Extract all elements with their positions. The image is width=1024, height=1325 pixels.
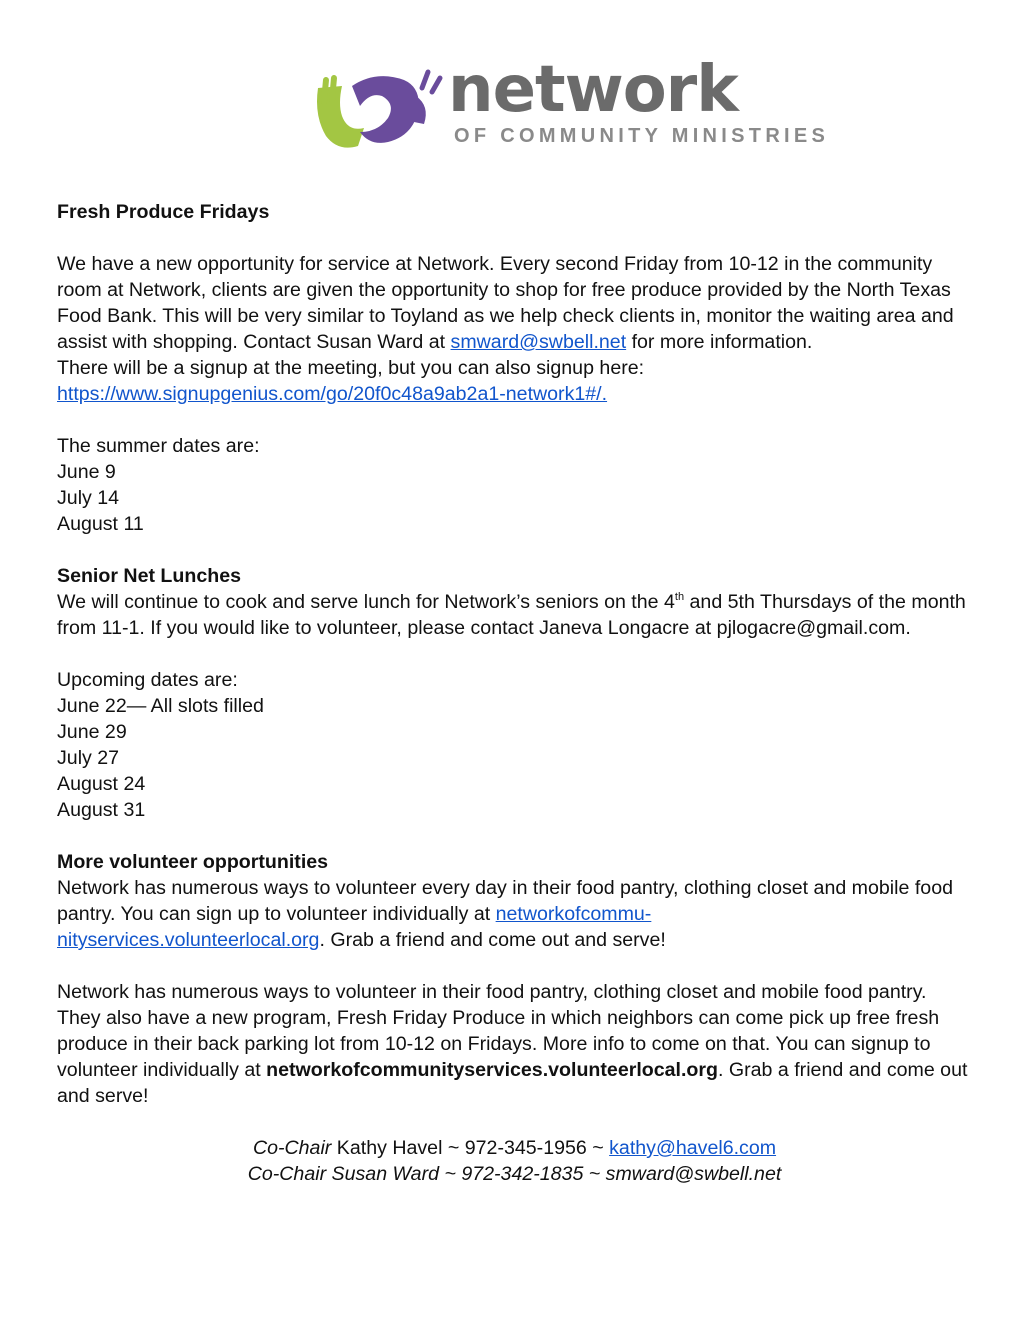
upcoming-date: June 29 <box>57 721 127 743</box>
fresh-produce-paragraph: We have a new opportunity for service at Network. Every second Friday from 10-12 in the community room at Network, clients are given the opportunity to shop for free produce provided by the North Texas Food Bank. This will be very similar to Toyland as we help check clients in, monitor the waiting area and assist with shopping. Contact Susan Ward at smward@swbell.net for more information. There will be a signup at the meeting, but you can also signup here: https://www.signupgenius.com/go/20f0c48a9ab2a1-network1#/. <box>57 253 954 405</box>
kathy-email-link[interactable]: kathy@havel6.com <box>609 1137 777 1159</box>
upcoming-dates-label: Upcoming dates are: <box>57 669 238 691</box>
logo-subtitle: OF COMMUNITY MINISTRIES <box>454 125 830 147</box>
footer-line-1: Co-Chair Kathy Havel ~ 972-345-1956 ~ kathy@havel6.com <box>252 1137 777 1159</box>
more-volunteer-paragraph: Network has numerous ways to volunteer every day in their food pantry, clothing closet and mobile food pantry. You can sign up to volunteer individually at networkofcommu- nityservices.volunteerlocal.org. Grab a friend and come out and serve! <box>57 877 953 951</box>
logo-wordmark: network <box>448 53 738 127</box>
footer-line-2: Co-Chair Susan Ward ~ 972-342-1835 ~ smward@swbell.net <box>247 1163 782 1185</box>
volunteer-site-bold: networkofcommunityservices.volunteerlocal.org <box>266 1059 718 1081</box>
upcoming-date: August 24 <box>57 773 146 795</box>
more-volunteer-paragraph-2: Network has numerous ways to volunteer in their food pantry, clothing closet and mobile food pantry. They also have a new program, Fresh Friday Produce in which neighbors can come pick up free fresh produce in their back parking lot from 10-12 on Fridays. More info to come on that. You can signup to volunteer individually at networkofcommunityservices.volunteerlocal.org. Grab a friend and come out and serve! <box>57 981 968 1107</box>
summer-dates-label: The summer dates are: <box>57 435 260 457</box>
senior-lunches-heading: Senior Net Lunches <box>57 565 241 587</box>
upcoming-date: August 31 <box>57 799 146 821</box>
hands-icon <box>312 66 448 158</box>
susan-email-link[interactable]: smward@swbell.net <box>450 331 627 353</box>
senior-lunches-paragraph: We will continue to cook and serve lunch for Network’s seniors on the 4th and 5th Thursdays of the month from 11-1. If you would like to volunteer, please contact Janeva Longacre at pjlogacre@gmail.com. <box>57 591 966 639</box>
volunteer-local-link[interactable]: networkofcommu- nityservices.volunteerlocal.org <box>57 903 652 951</box>
summer-date: June 9 <box>57 461 116 483</box>
summer-date: August 11 <box>57 513 144 535</box>
summer-date: July 14 <box>57 487 120 509</box>
signup-genius-link[interactable]: https://www.signupgenius.com/go/20f0c48a9ab2a1-network1#/. <box>57 383 608 405</box>
network-logo <box>312 53 830 158</box>
upcoming-date: July 27 <box>57 747 120 769</box>
more-volunteer-heading: More volunteer opportunities <box>57 851 329 873</box>
newsletter-body <box>57 199 972 1187</box>
fresh-produce-heading: Fresh Produce Fridays <box>57 201 270 223</box>
upcoming-date: June 22— All slots filled <box>57 695 264 717</box>
